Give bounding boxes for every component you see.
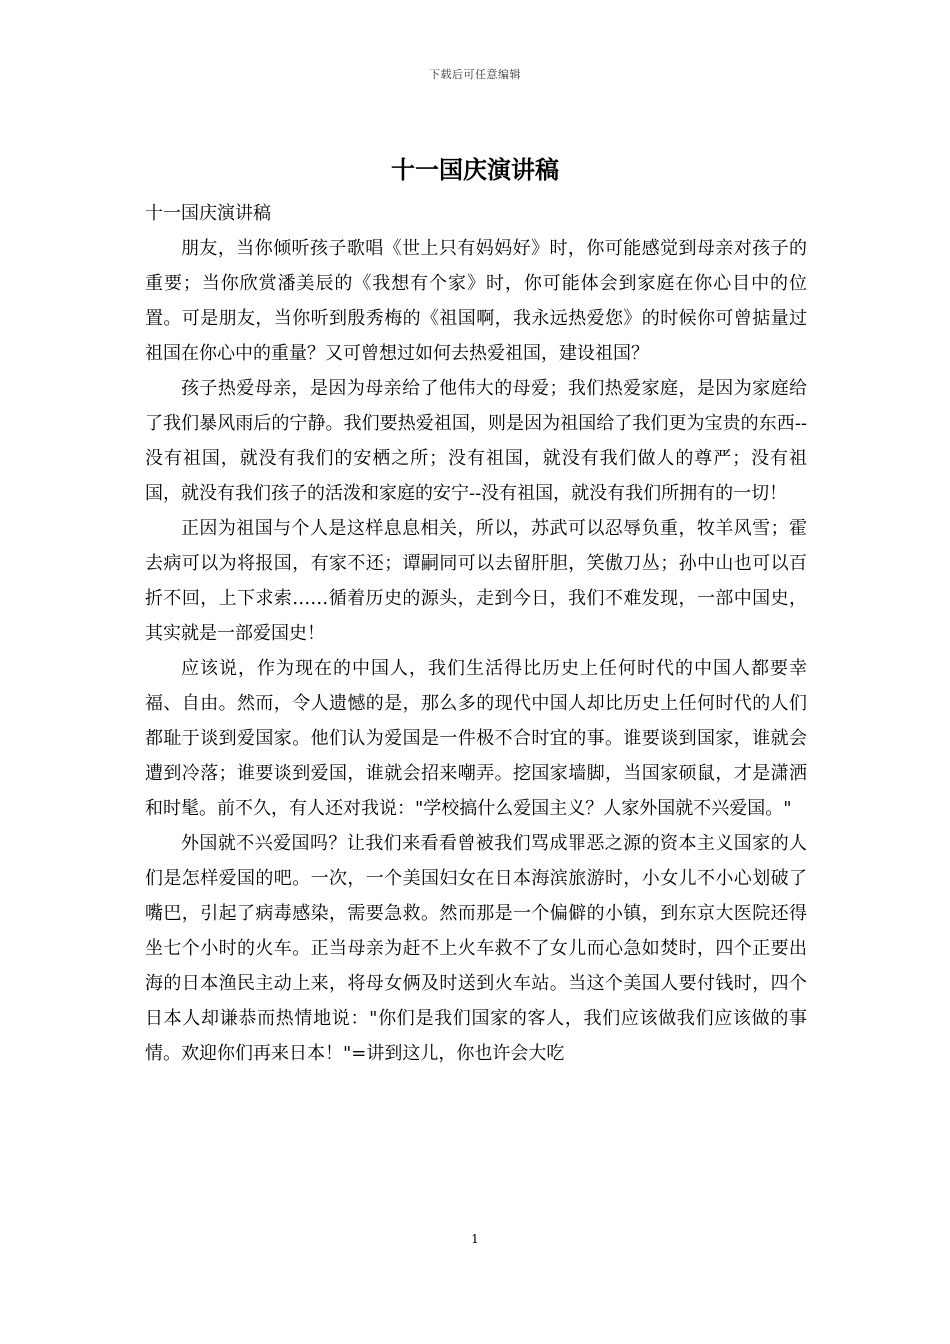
paragraph: 外国就不兴爱国吗？让我们来看看曾被我们骂成罪恶之源的资本主义国家的人们是怎样爱国的吧。一次，一个美国妇女在日本海滨旅游时，小女儿不小心划破了嘴巴，引起了病毒感染，需要急救。然而那是一个偏僻的小镇，到东京大医院还得坐七个小时的火车。正当母亲为赶不上火车救不了女儿而心急如焚时，四个正要出海的日本渔民主动上来，将母女俩及时送到火车站。当这个美国人要付钱时，四个日本人却谦恭而热情地说："你们是我们国家的客人，我们应该做我们应该做的事情。欢迎你们再来日本！"=讲到这儿，你也许会大吃 — [145, 833, 807, 1064]
paragraph: 朋友，当你倾听孩子歌唱《世上只有妈妈好》时，你可能感觉到母亲对孩子的重要；当你欣赏潘美辰的《我想有个家》时，你可能体会到家庭在你心目中的位置。可是朋友，当你听到殷秀梅的《祖国啊，我永远热爱您》的时候你可曾掂量过祖国在你心中的重量？又可曾想过如何去热爱祖国，建设祖国？ — [145, 238, 807, 364]
paragraph: 正因为祖国与个人是这样息息相关，所以，苏武可以忍辱负重，牧羊风雪；霍去病可以为将报国，有家不还；谭嗣同可以去留肝胆，笑傲刀丛；孙中山也可以百折不回，上下求索……循着历史的源头，走到今日，我们不难发现，一部中国史，其实就是一部爱国史！ — [145, 518, 807, 644]
document-subtitle: 十一国庆演讲稿 — [145, 203, 271, 224]
document-title: 十一国庆演讲稿 — [391, 155, 559, 184]
page-number: 1 — [471, 1232, 479, 1246]
paragraph: 应该说，作为现在的中国人，我们生活得比历史上任何时代的中国人都要幸福、自由。然而，令人遗憾的是，那么多的现代中国人却比历史上任何时代的人们都耻于谈到爱国家。他们认为爱国是一件极不合时宜的事。谁要谈到国家，谁就会遭到冷落；谁要谈到爱国，谁就会招来嘲弄。挖国家墙脚，当国家硕鼠，才是潇洒和时髦。前不久，有人还对我说："学校搞什么爱国主义？人家外国就不兴爱国。" — [145, 658, 807, 819]
header-note: 下载后可任意编辑 — [429, 68, 521, 81]
document-body — [145, 196, 807, 1071]
paragraph: 孩子热爱母亲，是因为母亲给了他伟大的母爱；我们热爱家庭，是因为家庭给了我们暴风雨后的宁静。我们要热爱祖国，则是因为祖国给了我们更为宝贵的东西--没有祖国，就没有我们的安栖之所；没有祖国，就没有我们做人的尊严；没有祖国，就没有我们孩子的活泼和家庭的安宁--没有祖国，就没有我们所拥有的一切！ — [145, 378, 807, 504]
